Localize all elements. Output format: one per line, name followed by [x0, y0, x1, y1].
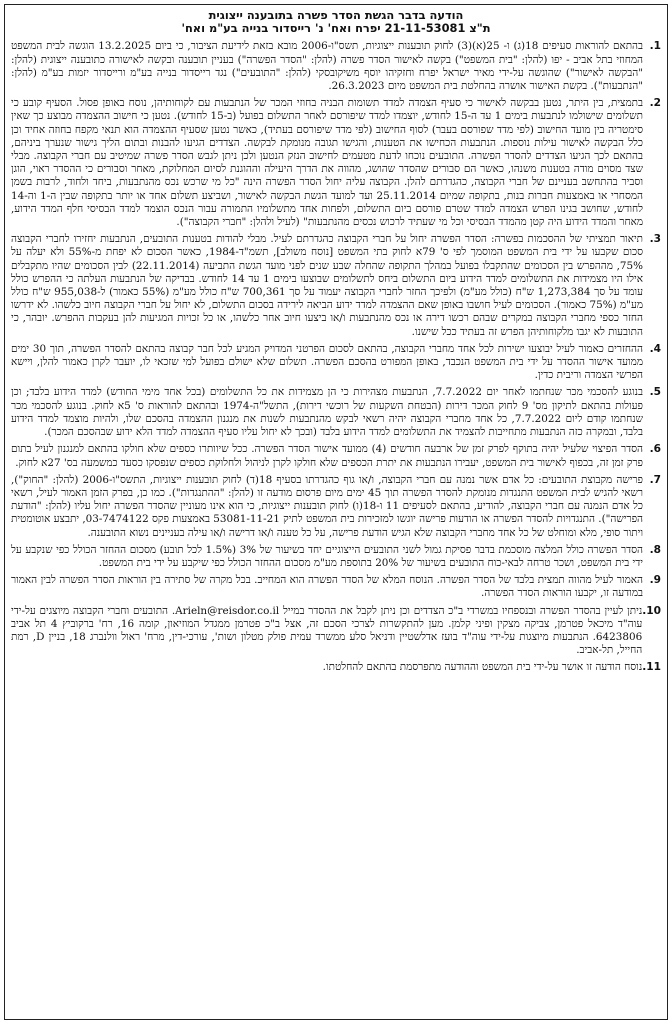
legal-notice	[4, 4, 668, 1020]
section-text: ניתן לעיין בהסדר הפשרה ובנספחיו במשרדי ב"כ הצדדים וכן ניתן לקבל את ההסדר במייל Arieln@reisdor.co.il. התובעים וחברי הקבוצה מיוצגים על-ידי עוה"ד מיכאל פטרמן, צביקה מצקין ופיני קלמן. מען להתקשרות לצרכי הסכם זה, אצל ב"כ פטרמן ממגדל המוזיאון, קומה 16, רח' ברקוביץ 4 תל אביב 6423806. הנתבעות מיוצגות על-ידי עוה"ד בועז אדלשטיין ודניאל סלע ממשרד עמית פולק מטלון ושות', עורכי-דין, מרח' ראול וולנברג 18, בניין D, רמת החייל, תל-אביב.	[11, 604, 643, 657]
section-number: 7.	[649, 473, 661, 486]
notice-section-10	[11, 605, 661, 658]
section-number: 4.	[649, 342, 661, 355]
section-number: 6.	[649, 443, 661, 456]
section-text: האמור לעיל מהווה תמצית בלבד של הסדר הפשרה. הנוסח המלא של הסדר הפשרה הוא המחייב. בכל מקרה של סתירה בין הוראות הסדר הפשרה לבין האמור במודעה זו, יקבעו הוראות הסדר הפשרה.	[11, 574, 643, 600]
section-text: נוסח הודעה זו אושר על-ידי בית המשפט וההודעה מתפרסמת בהתאם להחלטתו.	[322, 661, 643, 674]
notice-section-6	[11, 443, 661, 469]
section-number: 11.	[642, 661, 661, 674]
notice-section-3	[11, 233, 661, 339]
notice-header	[11, 9, 661, 35]
notice-section-7	[11, 474, 661, 540]
section-number: 1.	[649, 40, 661, 53]
section-text: פרישה מקבוצת התובעים: כל אדם אשר נמנה עם חברי הקבוצה, ו/או גוף כהגדרתו בסעיף 18(ד) לחוק תובענות ייצוגיות, התשס"ו-2006 (להלן: "החוק"), רשאי להגיש לבית המשפט התנגדות מנומקת להסדר הפשרה תוך 45 ימים מיום פרסום מודעה זו (להלן: "ההתנגדות"). כמו כן, בפרק הזמן האמור לעיל, רשאי כל אדם הנמנה עם חברי הקבוצה, להודיע, בהתאם לסעיפים 11 ו-18(ו) לחוק תובענות ייצוגיות, כי הוא אינו מעוניין שהסדר הפשרה יחול עליו (להלן: "הודעת הפרישה"). התנגדויות להסדר הפשרה או הודעות פרישה יוגשו למזכירות בית המשפט לתיק 53081-11-21 באמצעות פקס 03-7474122, יתבצע אוטומטית ויתור סופי, מלא ומוחלט של כל אחד מחברי הקבוצה שלא הגיש הודעת פרישה, על כל טענה ו/או דרישה ו/או עילה בעניינים נשוא התובענה.	[11, 473, 644, 539]
case-number: ת"צ 21-11-53081 יפרח ואח' נ' רייסדור בנייה בע"מ ואח'	[181, 21, 491, 36]
section-text: תיאור תמציתי של ההסכמות בפשרה: הסדר הפשרה יחול על חברי הקבוצה כהגדרתם לעיל. מבלי להודות בטענות התובעים, הנתבעות יחזירו לחברי הקבוצה סכום שקבעו על ידי בית המשפט המוסמך לפי ס' 79א לחוק בתי המשפט [נוסח משולב], תשמ"ד-1984, כאשר הסכום לא יפחת מ-55% ולא יעלה על 75%, מההפרש בין הסכומים שהתקבלו בפועל במהלך התקופה שהחלה שבע שנים לפני מועד הגשת התביעה (22.11.2014) לבין הסכומים שהיו מתקבלים אילו היו מצמידות את התשלומים למדד הידוע ביום התשלום ביחס לתשלומים שבוצעו בימים 1 עד 14 לחודש. בבדיקה של הנתבעות העלתה כי ההפרש כולל עומד על סך 1,273,384 ש"ח (כולל מע"מ) ולפיכך החזר לחברי הקבוצה יעמוד על סך 700,361 ש"ח כולל מע"מ (55% כאמור) ל-955,038 ש"ח כולל מע"מ (75% כאמור). הסכומים לעיל חושבו באופן שאם ההצמדה למדד ידוע הביאה לירידה בסכום התשלום, לא יחול על חברי הקבוצה חיוב כלשהו. לא ידרשו החזר כספי מחברי הקבוצה במקרים שבהם רכשו דירה או נכס מהנתבעות ו/או ביצעו חיוב אחר כלשהו, או כל זכויות המגיעות להן בעקבות ההפרש. יובהר, כי התובעות לא יגבו מלקוחותיהן הפרש זה בעתיד ככל שישנו.	[11, 233, 643, 338]
notice-section-11	[11, 661, 661, 674]
notice-section-1	[11, 40, 661, 93]
section-text: בנוגע להסכמי מכר שנחתמו לאחר יום 7.7.2022, הנתבעות מצהירות כי הן מצמידות את כל התשלומים (בכל אחד מימי החודש) למדד הידוע בלבד; וכן פעולות בהתאם לתיקון מס' 9 לחוק המכר דירות (הבטחת השקעות של רוכשי דירות), התשל"ה-1974 ובהתאם להוראות ס' 5א לחוק. בנוגע להסכמי מכר שנחתמו קודם ליום 7.7.2022, כל אחד מחברי הקבוצה יהיה רשאי לבקש מהנתבעות לשנות את מנגנון ההצמדה בהסכם שלו, ולהיות מוצמד למדד הידוע בלבד, ובמקרה כזה הנתבעות מתחייבות להצמיד את התשלומים למדד הידוע בלבד (ובכך לא יחול עליו סעיף ההצמדה למדד הלא ידוע שבהסכם המכר).	[11, 386, 643, 439]
notice-sections	[11, 40, 661, 674]
section-number: 8.	[649, 543, 661, 556]
notice-title: הודעה בדבר הגשת הסדר פשרה בתובענה ייצוגית	[208, 8, 464, 22]
section-text: הסדר הפשרה כולל המלצה מוסכמת בדבר פסיקת גמול לשני התובעים הייצוגיים יחד בשיעור של 3% (1.5% לכל תובע) מסכום ההחזר הכולל כפי שנקבע על ידי בית המשפט, ושכר טרחה לבאי-כוח התובעים בשיעור של 20% בתוספת מע"מ מסכום ההחזר הכולל כפי שיקבע על ידי בית המשפט.	[11, 543, 643, 569]
section-number: 5.	[649, 386, 661, 399]
section-text: בהתאם להוראות סעיפים 18(ג) ו- 25(א)(3) לחוק תובענות ייצוגיות, תשס"ו-2006 מובא בזאת לידיעת הציבור, כי ביום 13.2.2025 הוגשה לבית המשפט המחוזי בתל אביב - יפו (להלן: "בית המשפט") בקשה לאישור הסדר פשרה (להלן: "הסדר הפשרה") בעניין תובענה ובקשה לאישורה כתובענה ייצוגית (להלן: "הבקשה לאישור") שהוגשה על-ידי מאיר ישראל יפרח וחזקיהו יוסף משיקובסקי (להלן: "התובעים") נגד רייסדור בנייה בע"מ ורייסדור יזמות בע"מ (להלן: "הנתבעות"). בקשת האישור אושרה בהחלטת בית המשפט מיום 26.3.2023.	[11, 40, 644, 93]
section-number: 3.	[649, 233, 661, 246]
section-number: 2.	[649, 97, 661, 110]
notice-section-4	[11, 343, 661, 383]
section-text: הסדר הפיצוי שלעיל יהיה בתוקף לפרק זמן של ארבעה חודשים (4) ממועד אישור הסדר הפשרה. ככל שיוותרו כספים שלא חולקו בהתאם למנגנון לעיל בתום פרק זמן זה, בכפוף לאישור בית המשפט, יעבירו הנתבעות את יתרת הכספים שלא חולקו לקרן לניהול ולחלוקת כספים שנפסקו כסעד כמשמעה בס' 27א לחוק.	[11, 443, 643, 469]
section-number: 9.	[649, 574, 661, 587]
section-text: בתמצית, בין היתר, נטען בבקשה לאישור כי סעיף הצמדה למדד תשומות הבניה בחוזי המכר של הנתבעות עם לקוחותיהן, נוסח באופן פסול. הסעיף קובע כי תשלומים שישולמו לנתבעות בימים 1 עד ה-15 לחודש, יוצמדו למדד שיפורסם לאחר התשלום בפועל (ב-15 לחודש). נטען כי חישוב ההצמדה מבוצע כך שאין סימטריה בין מועד החישוב (לפי מדד שפורסם בעבר) לסוף החישוב (לפי מדד שיפורסם בעתיד), כאשר נטען שסעיף ההצמדה הוא תנאי מקפח בחוזה אחיד וכן כלל הבקשה לאישור עילות נוספות. הנתבעות הכחישו את הטענות, והגישו תגובה מנומקת לבקשה. הצדדים הגיעו להבנות ובתום הליך גישור שנערך ביניהם, בהתאם לכך הגיעו הצדדים להסדר הפשרה. התובעים נוכחו לדעת מטעמים לחישוב הנזק הנטען ולכן ניתן לגבש הסדר פשרה שמיטיב עם חברי הקבוצה. מבלי שצד מסוים מודה בטענות משנהו, כאשר הם סבורים שהסדר שהושג, מהווה את הדרך היעילה וההוגנת לסיום המחלוקת, מאחר וסבורים כי ההסדר ראוי, הוגן וסביר בהתחשב בעניינם של חברי הקבוצה, כהגדרתם להלן. הקבוצה עליה יחול הסדר הפשרה הינה "כל מי שרכש נכס מהנתבעות, ביחד ולחוד, לרבות בשמן המסחרי או באמצעות חברות בנות, בתקופה שמיום 25.11.2014 ועד למועד הגשת הבקשה לאישור, ושביצע תשלום אחד או יותר בתקופה שבין ה-1 וה-14 לחודש, שחושב בגינו הפרש הצמדה למדד שטרם פורסם ביום התשלום, ולפחות אחד מתשלומיו התמורה עבור הנכס הוצמד למדד הבסיסי חלף המדד הידוע, מאחר והמדד הידוע היה קטן מהמדד הבסיסי וכל מי שעתיד לרכוש נכסים מהנתבעות" (לעיל ולהלן: "חברי הקבוצה").	[11, 97, 643, 229]
notice-section-9	[11, 574, 661, 600]
notice-section-2	[11, 97, 661, 229]
notice-section-5	[11, 386, 661, 439]
section-text: ההחזרים כאמור לעיל יבוצעו ישירות לכל אחד מחברי הקבוצה, בהתאם לסכום הפרטני המדויק המגיע לכל חבר קבוצה בהתאם להסדר הפשרה, תוך 30 ימים ממועד אישור ההסדר על ידי בית המשפט הנכבד, באופן המפורט בהסכם הפשרה. תשלום שלא ישולם בפועל למי שזכאי לו, יועבר לקרן כאמור להלן, ויישא הפרשי הצמדה וריבית כדין.	[11, 342, 643, 382]
section-number: 10.	[642, 604, 661, 617]
notice-section-8	[11, 544, 661, 570]
